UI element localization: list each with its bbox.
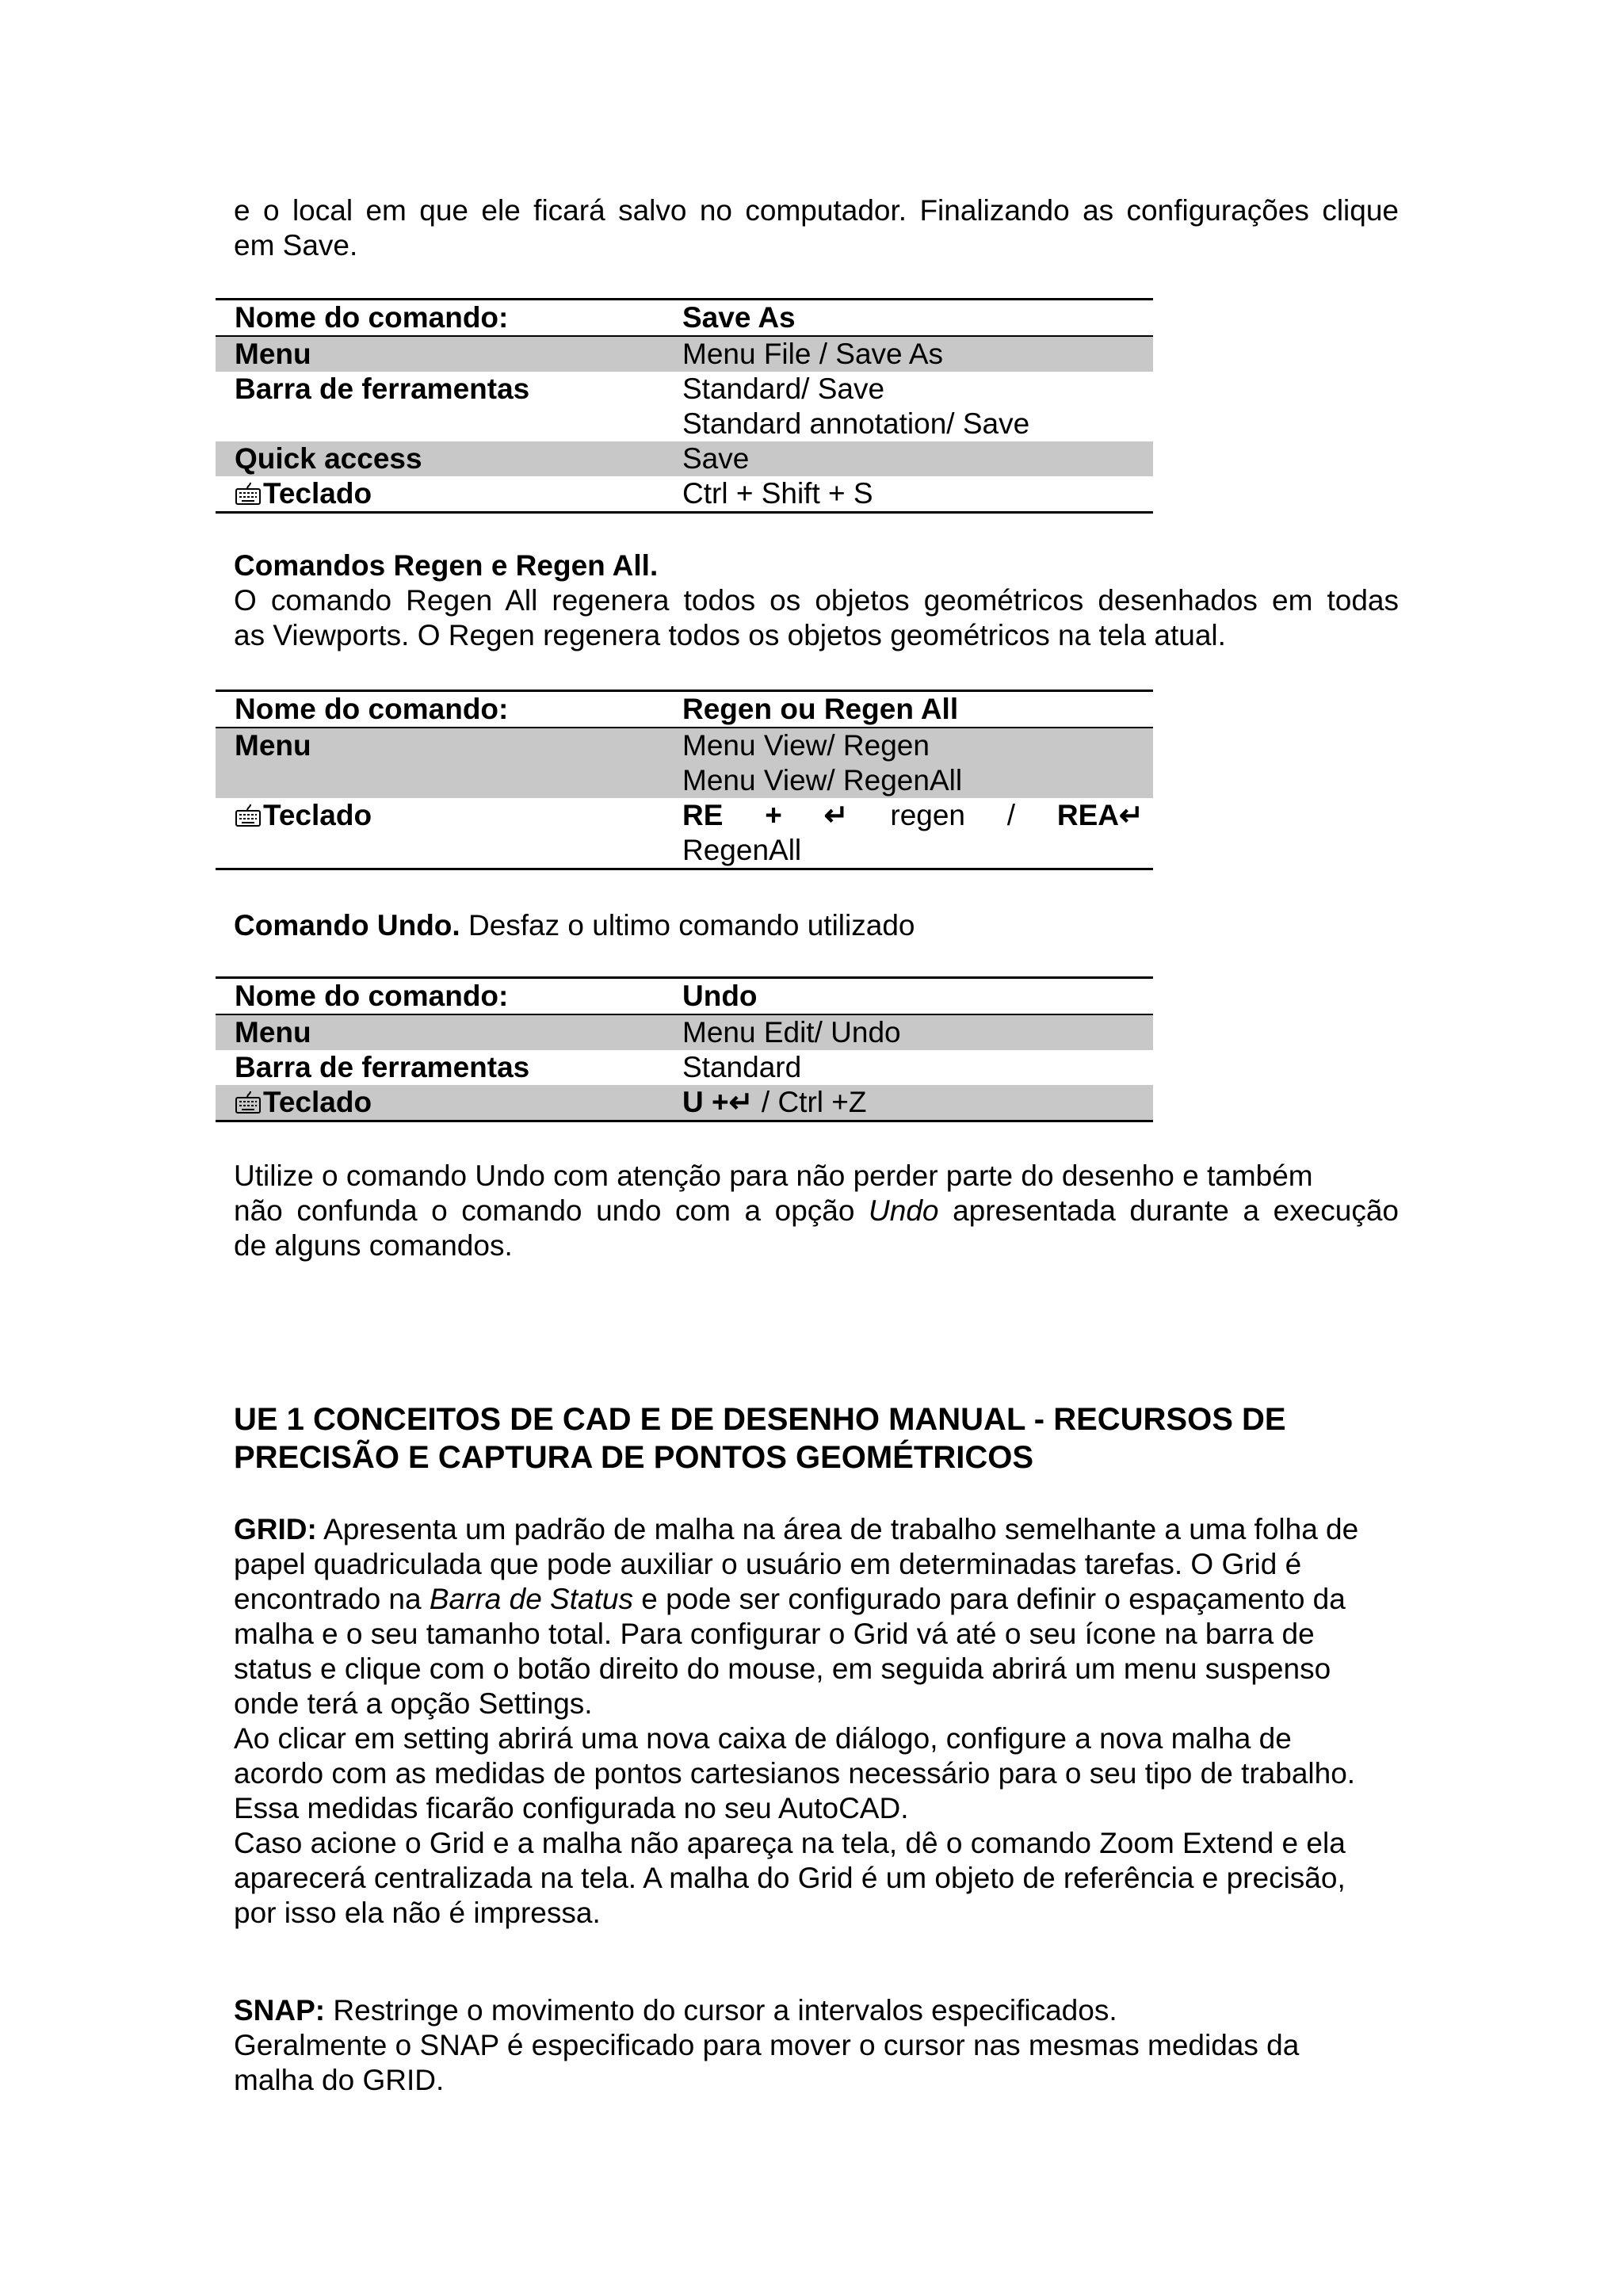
grid-text-3-italic: Barra de Status bbox=[429, 1583, 633, 1615]
command-name-value: Regen ou Regen All bbox=[673, 691, 1153, 728]
keyboard-label: Teclado bbox=[263, 477, 372, 510]
menu-value-line-1: Menu View/ Regen bbox=[682, 729, 930, 762]
toolbar-value-line-1: Standard/ Save bbox=[682, 372, 885, 405]
undo-note-text-b: apresentada durante a execução bbox=[938, 1194, 1399, 1227]
table-row bbox=[216, 728, 1153, 798]
grid-line-1 bbox=[234, 1512, 1399, 1547]
keyboard-regen: regen bbox=[890, 799, 966, 831]
undo-note-line-3: de alguns comandos. bbox=[234, 1229, 513, 1262]
section-title-line-1: UE 1 CONCEITOS DE CAD E DE DESENHO MANUAL - RECURSOS DE bbox=[234, 1402, 1286, 1437]
quick-access-value: Save bbox=[673, 441, 1153, 476]
grid-line-11: aparecerá centralizada na tela. A malha do Grid é um objeto de referência e precisão, bbox=[234, 1862, 1346, 1894]
intro-line-1: e o local em que ele ficará salvo no computador. Finalizando as configurações clique bbox=[234, 194, 1399, 227]
keyboard-value bbox=[673, 1085, 1153, 1121]
keyboard-label: Teclado bbox=[263, 799, 372, 831]
keyboard-cell bbox=[216, 798, 673, 869]
grid-line-12: por isso ela não é impressa. bbox=[234, 1897, 601, 1929]
undo-description: Desfaz o ultimo comando utilizado bbox=[460, 909, 915, 942]
command-name-label: Nome do comando: bbox=[216, 300, 673, 337]
snap-text-1: Restringe o movimento do cursor a intervalos especificados. bbox=[325, 1994, 1117, 2027]
grid-line-5: status e clique com o botão direito do mouse, em seguida abrirá um menu suspenso bbox=[234, 1652, 1331, 1685]
keyboard-key-u: U + bbox=[682, 1086, 729, 1118]
undo-note-italic: Undo bbox=[869, 1194, 939, 1227]
snap-line-1 bbox=[234, 1993, 1399, 2028]
section-title bbox=[234, 1400, 1399, 1477]
menu-label: Menu bbox=[216, 728, 673, 798]
grid-line-3 bbox=[234, 1582, 1399, 1617]
table-row bbox=[216, 1050, 1153, 1085]
grid-label: GRID: bbox=[234, 1513, 317, 1545]
keyboard-label: Teclado bbox=[263, 1086, 372, 1118]
regen-heading: Comandos Regen e Regen All. bbox=[234, 549, 659, 582]
enter-key-icon: ↵ bbox=[1118, 799, 1144, 831]
snap-label: SNAP: bbox=[234, 1994, 326, 2027]
grid-line-4: malha e o seu tamanho total. Para configurar o Grid vá até o seu ícone na barra de bbox=[234, 1618, 1315, 1650]
table-row bbox=[216, 691, 1153, 728]
toolbar-value bbox=[673, 372, 1153, 441]
grid-line-7: Ao clicar em setting abrirá uma nova caixa de diálogo, configure a nova malha de bbox=[234, 1722, 1292, 1755]
grid-line-8: acordo com as medidas de pontos cartesianos necessário para o seu tipo de trabalho. bbox=[234, 1757, 1356, 1790]
undo-command-table bbox=[216, 976, 1153, 1122]
table-row bbox=[216, 300, 1153, 337]
regen-line-1: O comando Regen All regenera todos os objetos geométricos desenhados em todas bbox=[234, 584, 1399, 617]
keyboard-rea bbox=[1057, 798, 1144, 833]
keyboard-slash: / bbox=[1006, 799, 1016, 831]
keyboard-value-line-1 bbox=[682, 798, 1144, 833]
undo-note-line-2 bbox=[234, 1194, 1399, 1228]
undo-note-line-1: Utilize o comando Undo com atenção para não perder parte do desenho e também bbox=[234, 1159, 1313, 1192]
grid-text-3b: e pode ser configurado para definir o espaçamento da bbox=[632, 1583, 1346, 1615]
table-row bbox=[216, 1085, 1153, 1121]
save-as-command-table bbox=[216, 298, 1153, 514]
keyboard-cell bbox=[216, 1085, 673, 1121]
grid-text-3a: encontrado na bbox=[234, 1583, 430, 1615]
section-title-line-2: PRECISÃO E CAPTURA DE PONTOS GEOMÉTRICOS bbox=[234, 1440, 1034, 1475]
command-name-value: Undo bbox=[673, 978, 1153, 1015]
snap-paragraph bbox=[234, 1993, 1399, 2098]
grid-line-9: Essa medidas ficarão configurada no seu AutoCAD. bbox=[234, 1792, 909, 1824]
undo-heading: Comando Undo. bbox=[234, 909, 460, 942]
table-row bbox=[216, 336, 1153, 372]
keyboard-icon bbox=[235, 482, 262, 506]
table-row bbox=[216, 1014, 1153, 1050]
table-row bbox=[216, 372, 1153, 441]
keyboard-value: Ctrl + Shift + S bbox=[673, 476, 1153, 513]
toolbar-value: Standard bbox=[682, 1051, 802, 1083]
keyboard-value bbox=[673, 798, 1153, 869]
keyboard-plus: + bbox=[765, 799, 782, 831]
enter-key-icon: ↵ bbox=[823, 799, 849, 831]
regen-line-2: as Viewports. O Regen regenera todos os objetos geométricos na tela atual. bbox=[234, 619, 1226, 651]
keyboard-cell bbox=[216, 476, 673, 513]
undo-note-paragraph bbox=[234, 1159, 1399, 1263]
menu-label: Menu bbox=[216, 1014, 673, 1050]
undo-section bbox=[234, 908, 1399, 943]
menu-value: Menu File / Save As bbox=[673, 336, 1153, 372]
command-name-label: Nome do comando: bbox=[216, 978, 673, 1015]
snap-line-3: malha do GRID. bbox=[234, 2064, 445, 2096]
undo-note-text-a: não confunda o comando undo com a opção bbox=[234, 1194, 869, 1227]
table-row bbox=[216, 476, 1153, 513]
menu-value-line-2: Menu View/ RegenAll bbox=[682, 764, 963, 797]
menu-value: Menu Edit/ Undo bbox=[673, 1014, 1153, 1050]
menu-label: Menu bbox=[216, 336, 673, 372]
command-name-value: Save As bbox=[673, 300, 1153, 337]
regen-section bbox=[234, 548, 1399, 653]
snap-line-2: Geralmente o SNAP é especificado para mover o cursor nas mesmas medidas da bbox=[234, 2029, 1300, 2061]
keyboard-key-rea: REA bbox=[1056, 799, 1119, 831]
intro-line-2: em Save. bbox=[234, 229, 358, 262]
keyboard-icon bbox=[235, 1091, 262, 1114]
regen-command-table bbox=[216, 690, 1153, 870]
menu-value bbox=[673, 728, 1153, 798]
keyboard-value-line-2: RegenAll bbox=[682, 834, 802, 866]
quick-access-label: Quick access bbox=[216, 441, 673, 476]
grid-line-2: papel quadriculada que pode auxiliar o usuário em determinadas tarefas. O Grid é bbox=[234, 1548, 1302, 1580]
toolbar-label: Barra de ferramentas bbox=[235, 372, 530, 405]
grid-paragraph bbox=[234, 1512, 1399, 1931]
grid-text-1: Apresenta um padrão de malha na área de trabalho semelhante a uma folha de bbox=[316, 1513, 1359, 1545]
command-name-label: Nome do comando: bbox=[216, 691, 673, 728]
keyboard-rest: / Ctrl +Z bbox=[753, 1086, 867, 1118]
keyboard-key-re: RE bbox=[682, 799, 724, 831]
table-row bbox=[216, 798, 1153, 869]
keyboard-icon bbox=[235, 804, 262, 827]
grid-line-6: onde terá a opção Settings. bbox=[234, 1687, 593, 1720]
table-row bbox=[216, 441, 1153, 476]
grid-line-10: Caso acione o Grid e a malha não apareça na tela, dê o comando Zoom Extend e ela bbox=[234, 1827, 1346, 1859]
undo-heading-line bbox=[234, 908, 1399, 943]
intro-paragraph bbox=[234, 193, 1399, 263]
toolbar-label: Barra de ferramentas bbox=[235, 1051, 530, 1083]
enter-key-icon: ↵ bbox=[728, 1086, 754, 1118]
table-row bbox=[216, 978, 1153, 1015]
toolbar-value-line-2: Standard annotation/ Save bbox=[682, 407, 1030, 440]
